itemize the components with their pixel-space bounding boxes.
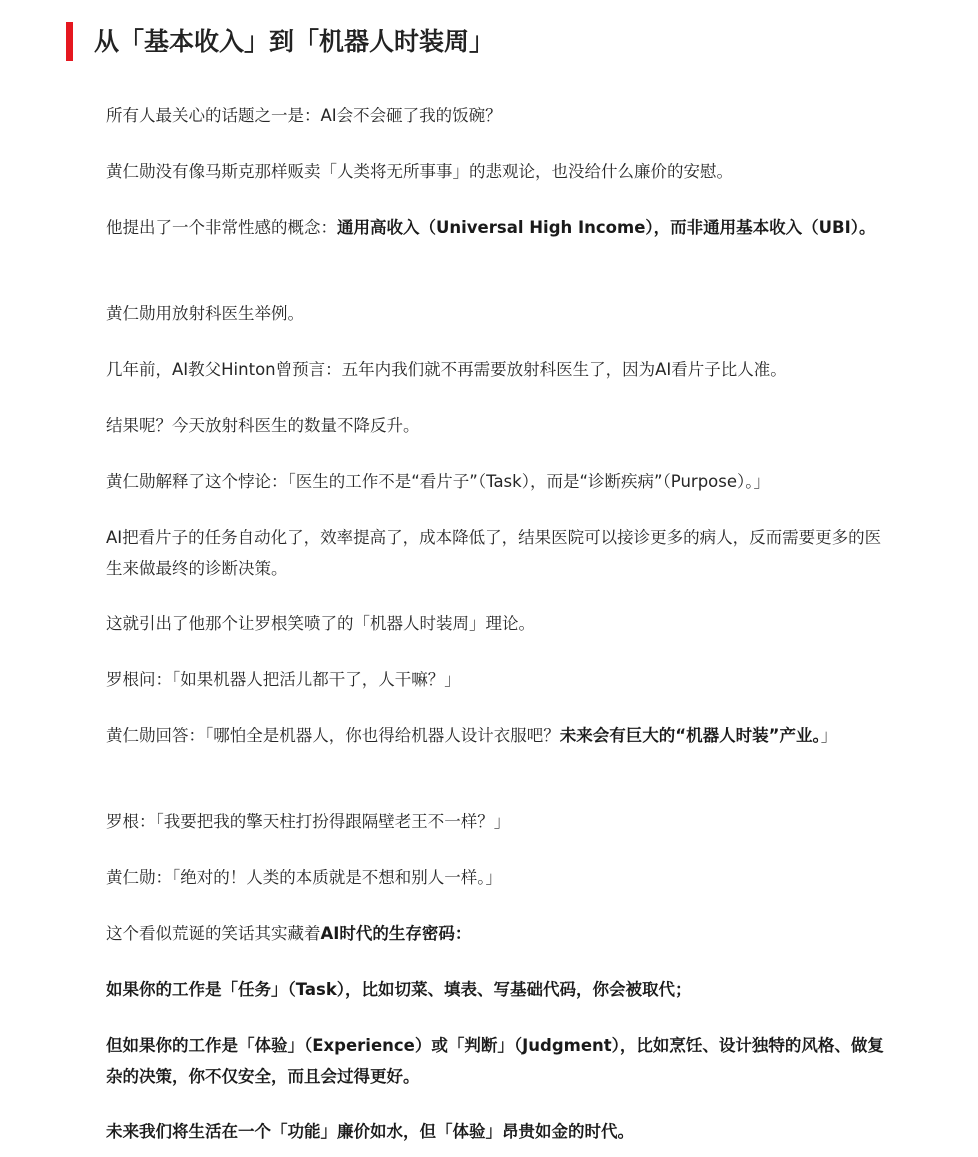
paragraph: 所有人最关心的话题之一是：AI会不会砸了我的饭碗？: [106, 106, 502, 125]
paragraph-emphasis: 未来会有巨大的“机器人时装”产业。: [559, 726, 821, 745]
paragraph-text: 黄仁勋回答：「哪怕全是机器人，你也得给机器人设计衣服吧？: [106, 726, 560, 745]
paragraph: 这就引出了他那个让罗根笑喷了的「机器人时装周」理论。: [106, 614, 535, 633]
paragraph: [106, 212, 886, 243]
paragraph-text: 他提出了一个非常性感的概念：: [106, 218, 337, 237]
paragraph-text: 这个看似荒诞的笑话其实藏着: [106, 924, 321, 943]
paragraph: [106, 918, 886, 949]
paragraph: 黄仁勋没有像马斯克那样贩卖「人类将无所事事」的悲观论，也没给什么廉价的安慰。: [106, 162, 733, 181]
section-title: 从「基本收入」到「机器人时装周」: [94, 27, 495, 56]
paragraph: 罗根问：「如果机器人把活儿都干了，人干嘛？」: [106, 670, 461, 689]
paragraph-emphasis: 通用高收入（Universal High Income），而非通用基本收入（UBI）。: [337, 218, 876, 237]
paragraph: 黄仁勋解释了这个悖论：「医生的工作不是“看片子”（Task），而是“诊断疾病”（Purpose）。」: [106, 472, 771, 491]
paragraph-emphasis: 如果你的工作是「任务」（Task），比如切菜、填表、写基础代码，你会被取代；: [106, 980, 692, 999]
paragraph: [106, 720, 886, 751]
paragraph-emphasis: 未来我们将生活在一个「功能」廉价如水，但「体验」昂贵如金的时代。: [106, 1122, 634, 1141]
paragraph: 黄仁勋用放射科医生举例。: [106, 304, 304, 323]
heading-accent-bar: [66, 22, 73, 61]
paragraph-text: 」: [820, 726, 838, 745]
paragraph: 结果呢？今天放射科医生的数量不降反升。: [106, 416, 420, 435]
paragraph-emphasis: 但如果你的工作是「体验」（Experience）或「判断」（Judgment），比如烹饪、设计独特的风格、做复杂的决策，你不仅安全，而且会过得更好。: [106, 1036, 884, 1086]
paragraph: AI把看片子的任务自动化了，效率提高了，成本降低了，结果医院可以接诊更多的病人，反而需要更多的医生来做最终的诊断决策。: [106, 528, 882, 578]
paragraph-emphasis: AI时代的生存密码：: [320, 924, 472, 943]
paragraph: 几年前，AI教父Hinton曾预言：五年内我们就不再需要放射科医生了，因为AI看片子比人准。: [106, 360, 787, 379]
paragraph: 黄仁勋：「绝对的！人类的本质就是不想和别人一样。」: [106, 868, 502, 887]
paragraph: 罗根：「我要把我的擎天柱打扮得跟隔壁老王不一样？」: [106, 812, 511, 831]
